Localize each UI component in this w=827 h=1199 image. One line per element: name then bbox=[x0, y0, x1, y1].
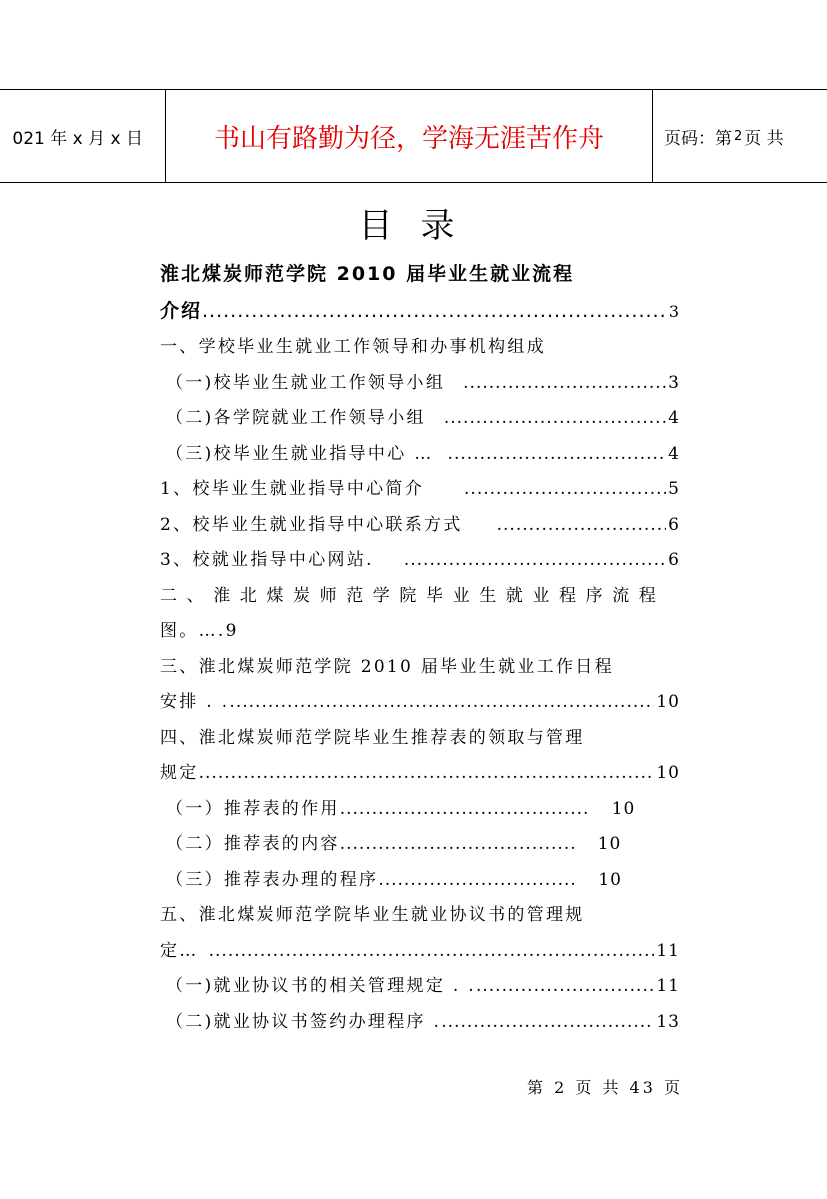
toc-item-4-1: （一）推荐表的作用 ..... 10 bbox=[160, 792, 680, 828]
page-footer: 第 2 页 共 43 页 bbox=[527, 1078, 683, 1097]
toc-section-4-line1: 四、淮北煤炭师范学院毕业生推荐表的领取与管理 bbox=[160, 727, 585, 748]
toc-section-3-line1: 三、淮北煤炭师范学院 2010 届毕业生就业工作日程 bbox=[160, 656, 614, 677]
page-title: 目录 bbox=[358, 206, 483, 246]
toc-section-2-line2: 图。….9 bbox=[160, 621, 239, 641]
toc-item-1-3-1: 1、校毕业生就业指导中心简介 ..... 5 bbox=[160, 472, 680, 508]
toc-item-4-2: （二）推荐表的内容 ..... 10 bbox=[160, 827, 680, 863]
toc-item-1-1: （一)校毕业生就业工作领导小组 ..... 3 bbox=[160, 366, 680, 402]
header-page-suffix: 页 共 bbox=[744, 128, 784, 149]
toc-main-title-line2: 介绍 ..... 3 bbox=[160, 293, 680, 330]
toc-item-1-3-3: 3、校就业指导中心网站. ..... 6 bbox=[160, 543, 680, 579]
header-date-text: 021 年 x 月 x 日 bbox=[12, 128, 143, 149]
toc-section-4-line2: 规定 ..... 10 bbox=[160, 756, 680, 792]
toc-item-1-2: （二)各学院就业工作领导小组 ..... 4 bbox=[160, 401, 680, 437]
header-motto bbox=[166, 90, 653, 182]
toc-section-5-line2: 定… ..... 11 bbox=[160, 934, 680, 970]
table-of-contents bbox=[160, 256, 680, 1040]
toc-item-5-1: （一)就业协议书的相关管理规定 . . ..... 11 bbox=[160, 969, 680, 1005]
page-header bbox=[0, 89, 827, 183]
header-page-info bbox=[652, 90, 827, 182]
toc-item-1-3-2: 2、校毕业生就业指导中心联系方式 ..... 6 bbox=[160, 508, 680, 544]
toc-section-3-line2: 安排 . . ..... 10 bbox=[160, 685, 680, 721]
toc-item-4-3: （三）推荐表办理的程序 ..... 10 bbox=[160, 863, 680, 899]
header-page-number: 2 bbox=[734, 128, 743, 144]
toc-section-1: 一、学校毕业生就业工作领导和办事机构组成 bbox=[160, 337, 546, 357]
toc-item-1-3: （三)校毕业生就业指导中心 … ..... 4 bbox=[160, 437, 680, 473]
toc-section-5-line1: 五、淮北煤炭师范学院毕业生就业协议书的管理规 bbox=[160, 905, 585, 925]
header-motto-text: 书山有路勤为径，学海无涯苦作舟 bbox=[213, 123, 604, 154]
toc-section-2-line1: 二、淮北煤炭师范学院毕业生就业程序流程 bbox=[160, 585, 666, 606]
header-date bbox=[0, 90, 166, 182]
header-page-prefix: 页码：第 bbox=[664, 128, 732, 149]
toc-item-5-2: （二)就业协议书签约办理程序 . ..... 13 bbox=[160, 1005, 680, 1041]
toc-main-title-line1: 淮北煤炭师范学院 2010 届毕业生就业流程 bbox=[160, 263, 575, 285]
